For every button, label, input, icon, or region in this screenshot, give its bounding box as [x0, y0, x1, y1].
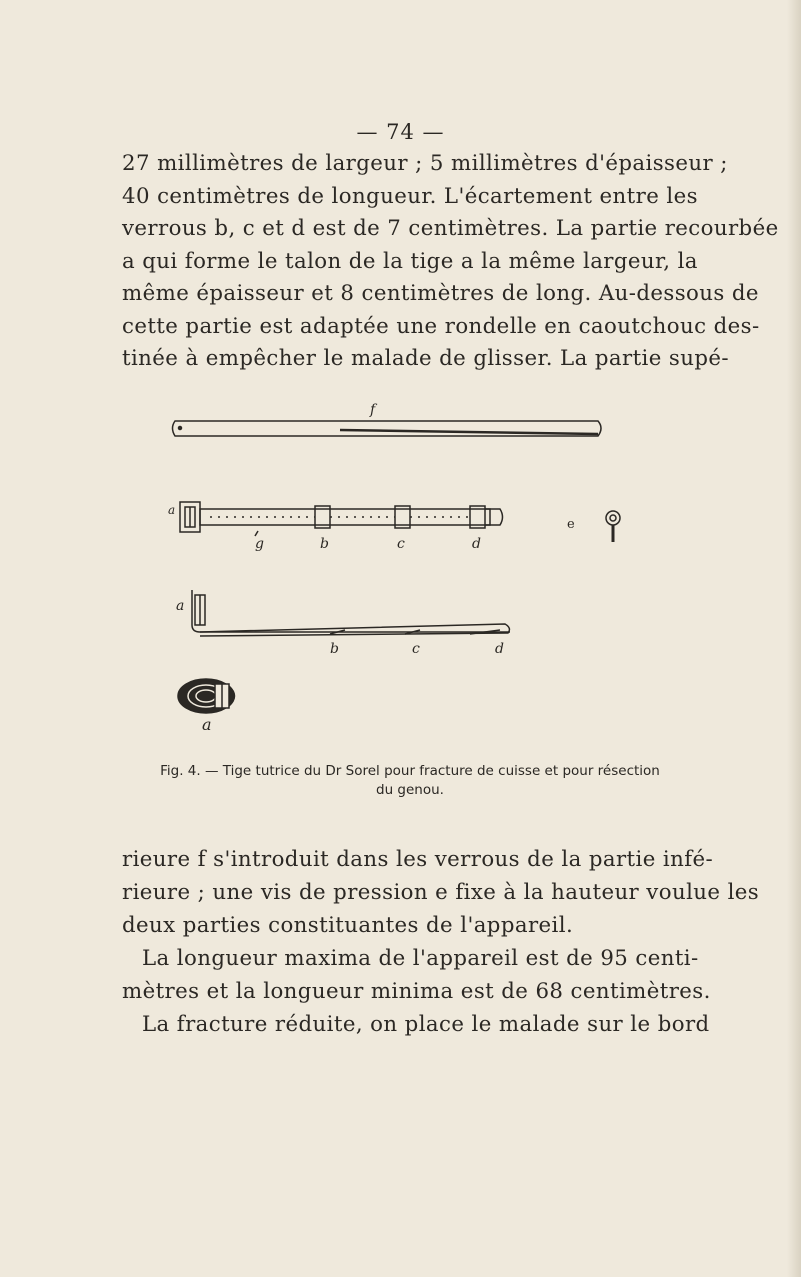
- label-d: d: [472, 536, 481, 552]
- paragraph-top: [122, 148, 779, 376]
- side-view-rod: [192, 590, 510, 636]
- label-g: g: [255, 536, 264, 552]
- label-d-lower: d: [495, 641, 504, 657]
- text-line: rieure f s'introduit dans les verrous de la partie infé-: [122, 847, 714, 872]
- text-line: même épaisseur et 8 centimètres de long. Au-dessous de: [122, 281, 759, 306]
- text-line: 40 centimètres de longueur. L'écartement entre les: [122, 183, 698, 209]
- rubber-washer: [178, 679, 235, 713]
- caption-line: du genou.: [376, 782, 444, 798]
- label-b-lower: b: [330, 641, 339, 657]
- label-a-washer: a: [202, 715, 212, 734]
- paragraph-bottom: [122, 843, 760, 1041]
- text-line: La longueur maxima de l'appareil est de 95 centi-: [142, 946, 699, 971]
- text-line: rieure ; une vis de pression e fixe à la hauteur voulue les: [122, 880, 760, 905]
- figure-caption: [150, 762, 670, 800]
- label-a-lower: a: [176, 598, 185, 614]
- label-e: e: [567, 517, 575, 532]
- upper-rod-f: [173, 421, 602, 436]
- caption-line: Fig. 4. — Tige tutrice du Dr Sorel pour fracture de cuisse et pour résection: [160, 763, 660, 779]
- label-c: c: [397, 536, 405, 552]
- label-c-lower: c: [412, 641, 420, 657]
- text-line: 27 millimètres de largeur ; 5 millimètres d'épaisseur ;: [122, 151, 728, 176]
- label-a: a: [168, 503, 176, 517]
- lower-bar-with-locks: [180, 502, 503, 536]
- text-line: cette partie est adaptée une rondelle en caoutchouc des-: [122, 313, 760, 339]
- text-line: mètres et la longueur minima est de 68 centimètres.: [122, 979, 711, 1004]
- text-line: tinée à empêcher le malade de glisser. La partie supé-: [122, 346, 729, 371]
- label-f: f: [370, 402, 376, 418]
- figure-illustration: [0, 380, 801, 760]
- text-line: a qui forme le talon de la tige a la même largeur, la: [122, 248, 698, 274]
- text-line: verrous b, c et d est de 7 centimètres. La partie recourbée: [122, 216, 779, 241]
- text-line: deux parties constituantes de l'appareil.: [122, 913, 574, 938]
- label-b: b: [320, 536, 329, 552]
- pressure-screw-e: [606, 511, 620, 542]
- page-number: — 74 —: [356, 120, 445, 144]
- text-line: La fracture réduite, on place le malade sur le bord: [142, 1012, 710, 1037]
